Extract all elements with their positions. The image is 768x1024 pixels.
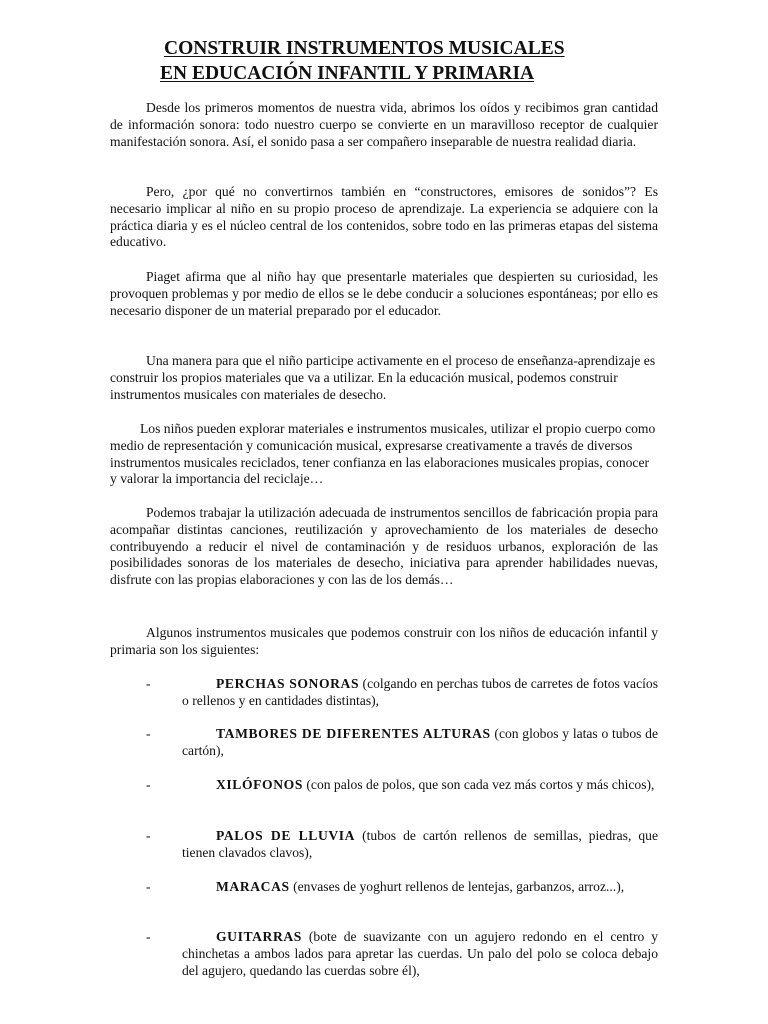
paragraph-piaget: Piaget afirma que al niño hay que presentarle materiales que despierten su curiosidad, les provoquen problemas y por medio de ellos se le debe conducir a soluciones espontáneas; por ello es necesario disponer de un material preparado por el educador. bbox=[110, 269, 658, 318]
list-dash: - bbox=[146, 929, 151, 944]
title-line-1: CONSTRUIR INSTRUMENTOS MUSICALES bbox=[164, 38, 565, 59]
instrument-description: (colgando en perchas tubos de carretes de fotos vacíos o rellenos y en cantidades distintas), bbox=[182, 676, 658, 708]
list-dash: - bbox=[146, 676, 151, 691]
list-dash: - bbox=[146, 828, 151, 843]
list-item bbox=[146, 725, 658, 759]
paragraph-participacion: Una manera para que el niño participe activamente en el proceso de enseñanza-aprendizaje es construir los propios materiales que va a utilizar. En la educación musical, podemos construir instrumentos musicales con materiales de desecho. bbox=[110, 353, 656, 402]
instrument-description: (envases de yoghurt rellenos de lentejas, garbanzos, arroz...), bbox=[289, 879, 625, 894]
list-dash: - bbox=[146, 777, 151, 792]
document-title bbox=[150, 36, 670, 86]
list-dash: - bbox=[146, 879, 151, 894]
list-item bbox=[146, 928, 658, 979]
instrument-name: XILÓFONOS bbox=[216, 777, 303, 792]
paragraph-intro: Desde los primeros momentos de nuestra vida, abrimos los oídos y recibimos gran cantidad de información sonora: todo nuestro cuerpo se convierte en un maravilloso receptor de cualquier manifestación sonora. Así, el sonido pasa a ser compañero inseparable de nuestra realidad diaria. bbox=[110, 100, 658, 149]
list-item bbox=[146, 675, 658, 709]
instrument-name: PERCHAS SONORAS bbox=[216, 676, 360, 691]
instrument-description: (tubos de cartón rellenos de semillas, piedras, que tienen clavados clavos), bbox=[182, 828, 659, 860]
instrument-description: (bote de suavizante con un agujero redondo en el centro y chinchetas a ambos lados para apretar las cuerdas. Un palo del polo se coloca debajo del agujero, quedando las cuerdas sobre él), bbox=[182, 929, 658, 978]
instrument-name: MARACAS bbox=[216, 879, 290, 894]
list-item bbox=[146, 878, 658, 895]
instrument-name: GUITARRAS bbox=[216, 929, 302, 944]
instrument-description: (con globos y latas o tubos de cartón), bbox=[182, 726, 658, 758]
paragraph-constructores: Pero, ¿por qué no convertirnos también en “constructores, emisores de sonidos”? Es necesario implicar al niño en su propio proceso de aprendizaje. La experiencia se adquiere con la práctica diaria y es el núcleo central de los contenidos, sobre todo en las primeras etapas del sistema educativo. bbox=[110, 184, 658, 250]
instrument-name: TAMBORES DE DIFERENTES ALTURAS bbox=[216, 726, 491, 741]
title-line-2: EN EDUCACIÓN INFANTIL Y PRIMARIA bbox=[160, 63, 535, 84]
list-item bbox=[146, 827, 658, 861]
paragraph-lista-intro: Algunos instrumentos musicales que podemos construir con los niños de educación infantil y primaria son los siguientes: bbox=[110, 625, 658, 657]
paragraph-trabajo: Podemos trabajar la utilización adecuada de instrumentos sencillos de fabricación propia para acompañar distintas canciones, reutilización y aprovechamiento de los materiales de desecho contribuyendo a reducir el nivel de contaminación y de residuos urbanos, exploración de las posibilidades sonoras de los materiales de desecho, iniciativa para aprender habilidades nuevas, disfrute con las propias elaboraciones y con las de los demás… bbox=[110, 505, 658, 588]
paragraph-exploracion: Los niños pueden explorar materiales e instrumentos musicales, utilizar el propio cuerpo como medio de representación y comunicación musical, expresarse creativamente a través de diversos instrumentos musicales reciclados, tener confianza en las elaboraciones musicales propias, conocer y valorar la importancia del reciclaje… bbox=[110, 421, 656, 487]
list-item bbox=[146, 776, 658, 793]
instrument-name: PALOS DE LLUVIA bbox=[216, 828, 356, 843]
instrument-description: (con palos de polos, que son cada vez más cortos y más chicos), bbox=[302, 777, 655, 792]
list-dash: - bbox=[146, 726, 151, 741]
